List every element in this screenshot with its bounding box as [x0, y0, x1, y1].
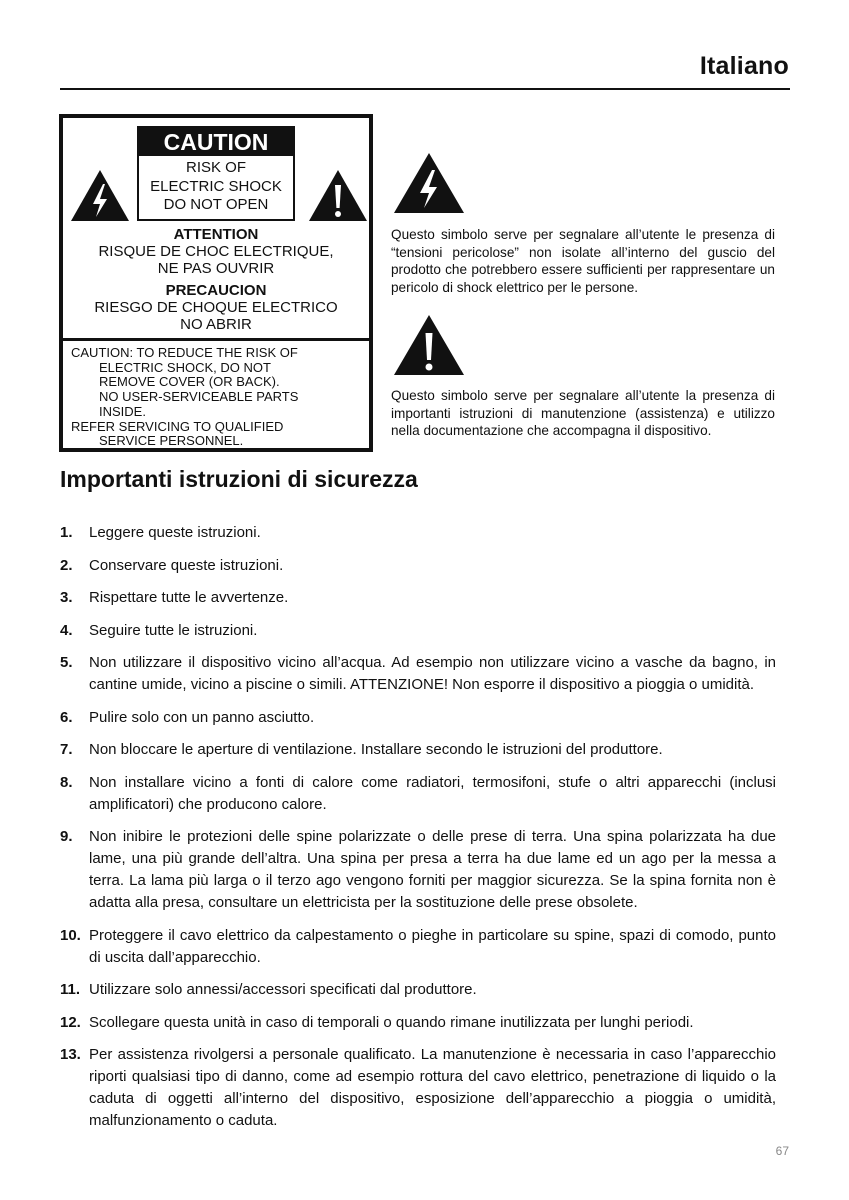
item-number: 11. [60, 981, 81, 998]
section-title: Importanti istruzioni di sicurezza [60, 466, 418, 492]
warning-line: INSIDE. [99, 403, 146, 419]
item-number: 1. [60, 524, 73, 541]
caution-label-line: ELECTRIC SHOCK [150, 177, 282, 195]
spanish-heading: PRECAUCION [165, 282, 267, 299]
warning-line: CAUTION: TO REDUCE THE RISK OF [71, 345, 298, 360]
item-number: 13. [60, 1046, 81, 1063]
list-item [60, 587, 776, 609]
list-item [60, 620, 776, 642]
caution-top-panel [63, 118, 369, 338]
list-item [60, 979, 776, 1001]
item-text: Scollegare questa unità in caso di temporali o quando rimane inutilizzata per lunghi periodi. [89, 1013, 694, 1031]
caution-warning-text [71, 346, 365, 449]
list-item [60, 555, 776, 577]
lightning-warning-icon [392, 151, 466, 215]
header-rule [60, 88, 790, 90]
list-item [60, 772, 776, 816]
item-text: Pulire solo con un panno asciutto. [89, 708, 315, 726]
item-text: Non utilizzare il dispositivo vicino all’acqua. Ad esempio non utilizzare vicino a vasche da bagno, in cantine umide, vicino a piscine o simili. ATTENZIONE! Non esporre il dispositivo a pioggia o umidità. [89, 654, 776, 693]
list-item [60, 925, 776, 969]
item-number: 3. [60, 589, 73, 606]
french-heading: ATTENTION [173, 226, 259, 243]
item-number: 5. [60, 654, 73, 671]
caution-label-line: DO NOT OPEN [163, 196, 269, 213]
caution-label-title: CAUTION [139, 128, 293, 156]
item-number: 10. [60, 926, 81, 944]
item-text: Non bloccare le aperture di ventilazione. Installare secondo le istruzioni del produttore. [89, 741, 663, 758]
warning-line: REFER SERVICING TO QUALIFIED [71, 418, 284, 434]
item-text: Seguire tutte le istruzioni. [89, 621, 258, 639]
caution-label-body [139, 156, 293, 215]
warning-line: NO USER-SERVICEABLE PARTS [99, 389, 299, 405]
safety-instructions-list [60, 522, 776, 1143]
list-item [60, 739, 776, 761]
warning-line: ELECTRIC SHOCK, DO NOT [99, 359, 271, 375]
item-text: Non installare vicino a fonti di calore come radiatori, termosifoni, stufe o altri apparecchi (inclusi amplificatori) che producono calore. [89, 773, 776, 813]
lightning-symbol-description: Questo simbolo serve per segnalare all’utente le presenza di “tensioni pericolose” non isolate all’interno del guscio del prodotto che potrebbero essere sufficienti per rappresentare un pericolo di shock elettrico per le persone. [391, 227, 775, 295]
caution-label-line: RISK OF [185, 159, 246, 176]
item-text: Conservare queste istruzioni. [89, 556, 284, 574]
warning-line: SERVICE PERSONNEL. [99, 433, 244, 449]
caution-divider [63, 338, 369, 341]
list-item [60, 707, 776, 729]
item-text: Utilizzare solo annessi/accessori specificati dal produttore. [89, 981, 477, 998]
lightning-warning-icon [69, 168, 131, 223]
warning-line: REMOVE COVER (OR BACK). [99, 374, 280, 390]
item-number: 7. [60, 741, 73, 758]
spanish-line: RIESGO DE CHOQUE ELECTRICO [94, 299, 338, 316]
item-number: 2. [60, 556, 73, 574]
item-text: Rispettare tutte le avvertenze. [89, 589, 289, 606]
list-item [60, 1044, 776, 1132]
list-item [60, 1012, 776, 1034]
caution-label [137, 126, 295, 221]
list-item [60, 522, 776, 544]
french-line: NE PAS OUVRIR [157, 260, 275, 277]
spanish-line: NO ABRIR [180, 316, 252, 333]
item-number: 12. [60, 1013, 81, 1031]
page-number: 67 [775, 1144, 789, 1158]
item-text: Per assistenza rivolgersi a personale qualificato. La manutenzione è necessaria in caso l’apparecchio riporti qualsiasi tipo di danno, come ad esempio rottura del cavo elettrico, penetrazione di liquido o la caduta di oggetti all’interno del dispositivo, esposizione dell’apparecchio a pioggia o umidità, malfunzionamento o caduta. [89, 1046, 776, 1129]
exclamation-warning-icon [392, 313, 466, 377]
exclamation-warning-icon [307, 168, 369, 223]
item-number: 9. [60, 828, 73, 845]
item-text: Proteggere il cavo elettrico da calpestamento o pieghe in particolare su spine, spazi di comodo, punto di uscita dall’apparecchio. [89, 926, 776, 966]
french-line: RISQUE DE CHOC ELECTRIQUE, [98, 243, 334, 260]
exclamation-symbol-description: Questo simbolo serve per segnalare all’utente la presenza di importanti istruzioni di manutenzione (assistenza) e utilizzo nella documentazione che accompagna il dispositivo. [391, 388, 775, 438]
item-number: 6. [60, 708, 73, 726]
caution-label-box [59, 114, 373, 452]
item-text: Leggere queste istruzioni. [89, 524, 261, 541]
item-number: 8. [60, 773, 73, 791]
list-item [60, 652, 776, 696]
language-header: Italiano [699, 52, 789, 80]
list-item [60, 826, 776, 914]
french-warning [63, 226, 369, 277]
spanish-warning [63, 282, 369, 333]
item-number: 4. [60, 621, 73, 639]
item-text: Non inibire le protezioni delle spine polarizzate o delle prese di terra. Una spina polarizzata ha due lame, una più grande dell’altra. Una spina per presa a terra ha due lame ed un ago per la messa a terra. La lama più larga o il terzo ago vengono forniti per maggior sicurezza. Se la spina fornita non è adatta alla presa, consultare un elettricista per la sostituzione delle prese obsolete. [89, 828, 776, 911]
